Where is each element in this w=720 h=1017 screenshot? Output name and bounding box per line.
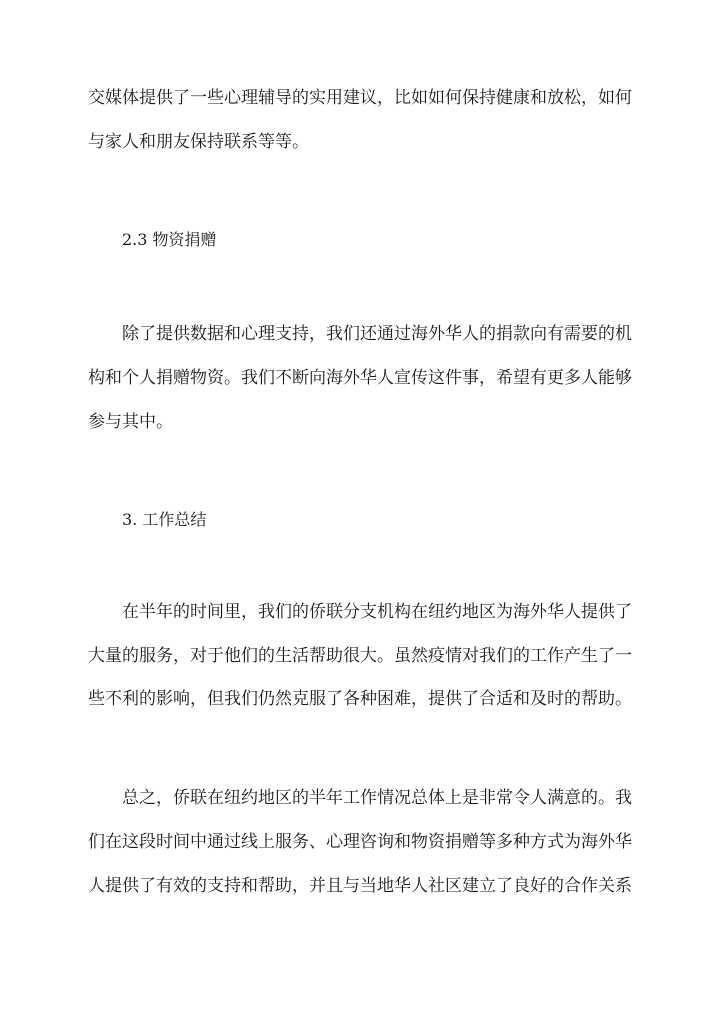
paragraph-line: 人提供了有效的支持和帮助，并且与当地华人社区建立了良好的合作关系 (88, 876, 632, 896)
paragraph-line: 与家人和朋友保持联系等等。 (88, 132, 309, 152)
paragraph-line: 交媒体提供了一些心理辅导的实用建议，比如如何保持健康和放松，如何 (88, 88, 632, 108)
section-heading: 3. 工作总结 (122, 510, 207, 529)
paragraph-line: 除了提供数据和心理支持，我们还通过海外华人的捐款向有需要的机 (122, 324, 632, 344)
paragraph-line: 些不利的影响，但我们仍然克服了各种困难，提供了合适和及时的帮助。 (88, 689, 632, 709)
paragraph-line: 们在这段时间中通过线上服务、心理咨询和物资捐赠等多种方式为海外华 (88, 832, 632, 852)
paragraph-line: 构和个人捐赠物资。我们不断向海外华人宣传这件事，希望有更多人能够 (88, 368, 632, 388)
paragraph-line: 大量的服务，对于他们的生活帮助很大。虽然疫情对我们的工作产生了一 (88, 646, 632, 666)
paragraph-line: 总之，侨联在纽约地区的半年工作情况总体上是非常令人满意的。我 (122, 788, 632, 808)
section-heading: 2.3 物资捐赠 (122, 230, 217, 249)
paragraph-line: 参与其中。 (88, 412, 173, 432)
paragraph-line: 在半年的时间里，我们的侨联分支机构在纽约地区为海外华人提供了 (122, 602, 632, 622)
